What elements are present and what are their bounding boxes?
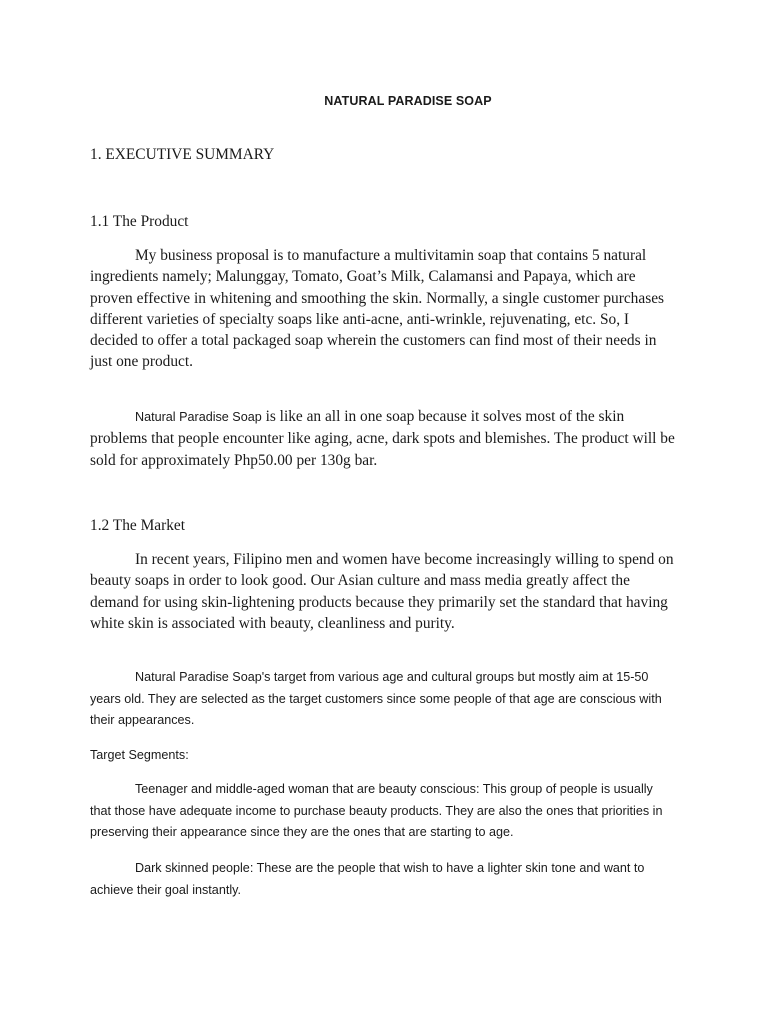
target-segment-1: Teenager and middle-aged woman that are beauty conscious: This group of people is usually that those have adequate income to purchase beauty products. They are also the ones that priorities in preserving their appearance since they are the ones that are starting to age.	[90, 782, 663, 839]
section-heading-executive-summary: 1. EXECUTIVE SUMMARY	[90, 146, 275, 163]
document-title: NATURAL PARADISE SOAP	[324, 94, 492, 108]
section-heading-market: 1.2 The Market	[90, 517, 186, 534]
section-heading-product: 1.1 The Product	[90, 213, 189, 230]
market-paragraph-1: In recent years, Filipino men and women have become increasingly willing to spend on beauty soaps in order to look good. Our Asian culture and mass media greatly affect the demand for using skin-lightening products because they primarily set the standard that having white skin is associated with beauty, cleanliness and purity.	[90, 551, 674, 632]
target-segments-label: Target Segments:	[90, 748, 189, 762]
target-segment-2: Dark skinned people: These are the people that wish to have a lighter skin tone and want to achieve their goal instantly.	[90, 861, 645, 897]
brand-name-inline: Natural Paradise Soap	[135, 410, 262, 424]
market-paragraph-2: Natural Paradise Soap's target from various age and cultural groups but mostly aim at 15-50 years old. They are selected as the target customers since some people of that age are conscious with their appearances.	[90, 670, 662, 727]
product-paragraph-2	[90, 406, 675, 471]
product-paragraph-2-text: is like an all in one soap because it solves most of the skin problems that people encounter like aging, acne, dark spots and blemishes. The product will be sold for approximately Php50.00 per 130g bar.	[90, 408, 675, 469]
product-paragraph-1: My business proposal is to manufacture a multivitamin soap that contains 5 natural ingredients namely; Malunggay, Tomato, Goat’s Milk, Calamansi and Papaya, which are proven effective in whitening and smoothing the skin. Normally, a single customer purchases different varieties of specialty soaps like anti-acne, anti-wrinkle, rejuvenating, etc. So, I decided to offer a total packaged soap wherein the customers can find most of their needs in just one product.	[90, 247, 665, 371]
